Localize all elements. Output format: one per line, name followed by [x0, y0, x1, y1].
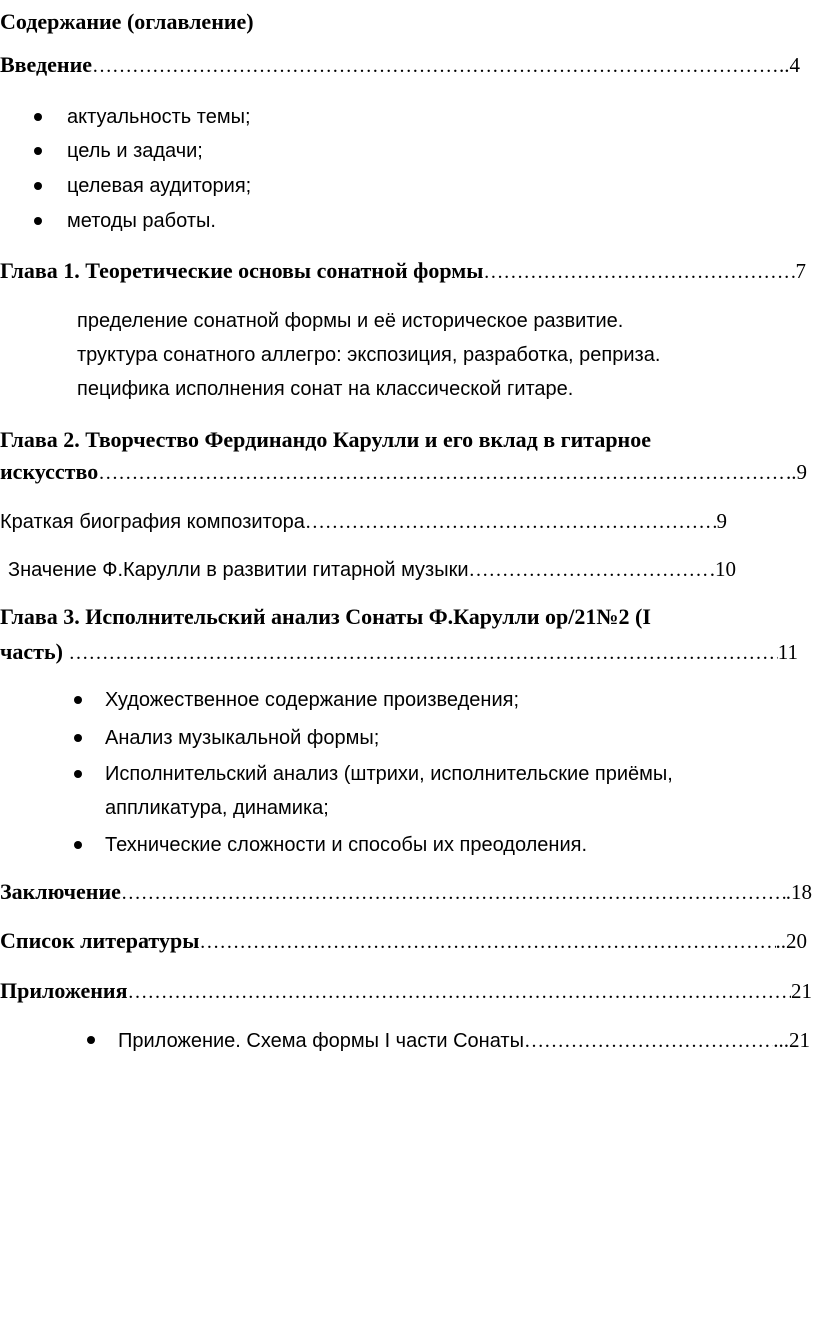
- entry-page: 9: [716, 509, 727, 533]
- bullet-icon: [34, 217, 42, 225]
- dot-leader: [305, 508, 717, 536]
- entry-label: Значение Ф.Карулли в развитии гитарной музыки: [8, 559, 469, 581]
- toc-entry-chapter-2-line1[interactable]: Глава 2. Творчество Фердинандо Карулли и его вклад в гитарное: [0, 427, 651, 452]
- entry-page: ..20: [775, 929, 807, 953]
- entry-page: ..9: [786, 460, 807, 484]
- bullet-icon: [87, 1036, 95, 1044]
- bullet-icon: [74, 696, 82, 704]
- entry-label: искусство: [0, 459, 99, 484]
- toc-entry-appendices[interactable]: [0, 977, 812, 1005]
- list-item: пределение сонатной формы и её историческое развитие.: [77, 310, 624, 332]
- toc-entry-chapter-3-line1[interactable]: Глава 3. Исполнительский анализ Сонаты Ф.Карулли ор/21№2 (I: [0, 604, 651, 629]
- entry-label: Введение: [0, 52, 93, 77]
- list-item: Анализ музыкальной формы;: [105, 727, 380, 749]
- entry-label: Приложения: [0, 978, 128, 1003]
- entry-page: ..4: [779, 53, 800, 77]
- list-item: труктура сонатного аллегро: экспозиция, разработка, реприза.: [77, 344, 661, 366]
- toc-entry-chapter-3[interactable]: [0, 638, 798, 666]
- entry-page: 7: [795, 259, 806, 283]
- entry-label: Краткая биография композитора: [0, 511, 305, 533]
- dot-leader: [469, 556, 710, 584]
- toc-entry-literature[interactable]: [0, 927, 807, 955]
- dot-leader: [199, 928, 775, 956]
- dot-leader: [68, 639, 777, 667]
- list-item: методы работы.: [67, 210, 216, 232]
- bullet-icon: [74, 770, 82, 778]
- entry-label: Приложение. Схема формы I части Сонаты: [118, 1030, 524, 1052]
- list-item: пецифика исполнения сонат на классической гитаре.: [77, 378, 574, 400]
- list-item: актуальность темы;: [67, 106, 251, 128]
- entry-page: 21: [791, 979, 812, 1003]
- toc-entry-appendix-1[interactable]: [118, 1026, 810, 1054]
- entry-page: 11: [777, 640, 798, 664]
- toc-entry-biography[interactable]: [0, 507, 727, 535]
- entry-label: Глава 1. Теоретические основы сонатной формы: [0, 258, 484, 283]
- toc-entry-intro[interactable]: [0, 51, 800, 79]
- entry-label: часть): [0, 639, 69, 664]
- dot-leader: [92, 52, 779, 80]
- toc-entry-chapter-2[interactable]: [0, 458, 807, 486]
- list-item: цель и задачи;: [67, 140, 203, 162]
- list-item: Исполнительский анализ (штрихи, исполнительские приёмы,: [105, 763, 673, 785]
- dot-leader: [128, 978, 792, 1006]
- entry-page: ...21: [773, 1028, 810, 1052]
- list-item: Технические сложности и способы их преодоления.: [105, 834, 588, 856]
- toc-entry-significance[interactable]: [8, 555, 736, 583]
- entry-label: Заключение: [0, 879, 121, 904]
- list-item: целевая аудитория;: [67, 175, 252, 197]
- entry-page: .10: [709, 557, 736, 581]
- bullet-icon: [34, 113, 42, 121]
- bullet-icon: [34, 147, 42, 155]
- toc-title: Содержание (оглавление): [0, 9, 254, 34]
- entry-label: Список литературы: [0, 928, 200, 953]
- list-item: Художественное содержание произведения;: [105, 689, 520, 711]
- entry-page: .18: [785, 880, 812, 904]
- toc-entry-chapter-1[interactable]: [0, 257, 806, 285]
- list-item-continuation: аппликатура, динамика;: [105, 797, 329, 819]
- bullet-icon: [74, 841, 82, 849]
- dot-leader: [98, 459, 786, 487]
- dot-leader: [524, 1027, 773, 1055]
- toc-entry-conclusion[interactable]: [0, 878, 812, 906]
- bullet-icon: [34, 182, 42, 190]
- bullet-icon: [74, 734, 82, 742]
- dot-leader: [483, 258, 795, 286]
- dot-leader: [121, 879, 786, 907]
